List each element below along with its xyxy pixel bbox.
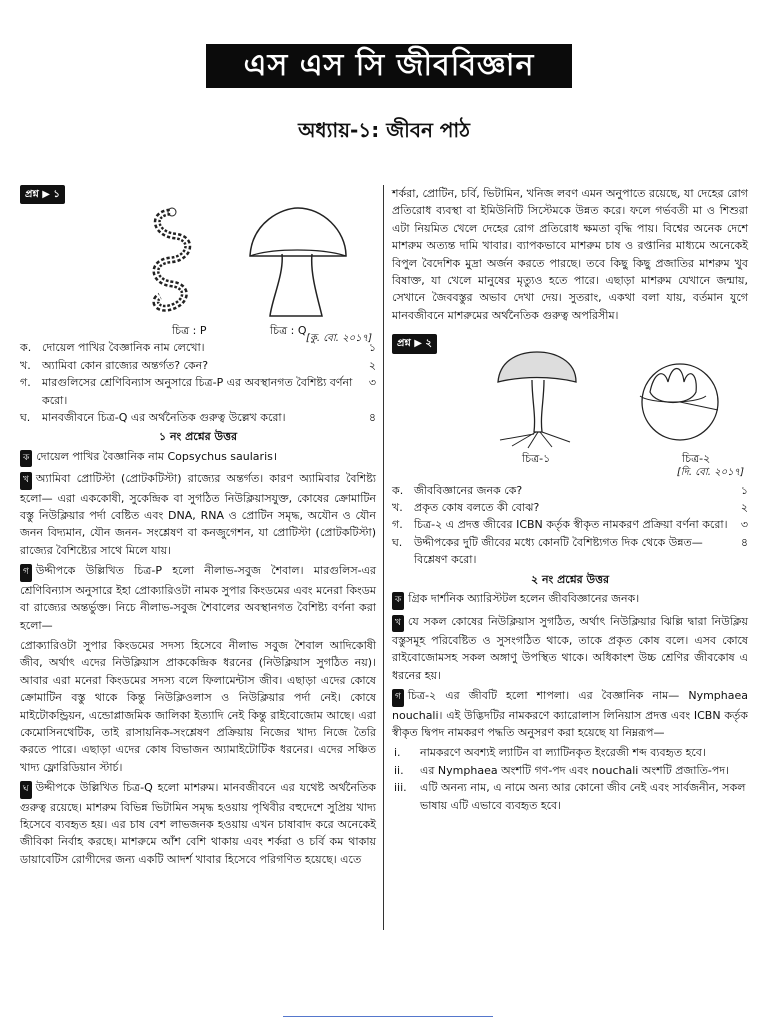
question-text: অ্যামিবা কোন রাজ্যের অন্তর্গত? কেন? xyxy=(42,358,209,372)
question-label: খ. xyxy=(392,501,403,515)
footer-rule xyxy=(283,1016,493,1017)
question-text: দোয়েল পাখির বৈজ্ঞানিক নাম লেখো। xyxy=(42,341,205,355)
question-text: উদ্দীপকের দুটি জীবের মধ্যে কোনটি বৈশিষ্ট্যগত দিক থেকে উন্নত— বিশ্লেষণ করো। xyxy=(414,535,703,567)
book-title-banner xyxy=(206,44,572,88)
answer-ka-text: গ্রিক দার্শনিক অ্যারিস্টটল হলেন জীববিজ্ঞানের জনক। xyxy=(408,592,640,606)
question-text: প্রকৃত কোষ বলতে কী বোঝ? xyxy=(414,501,540,515)
rule-text: নামকরণে অবশ্যই ল্যাটিন বা ল্যাটিনকৃত ইংরেজী শব্দ ব্যবহৃত হবে। xyxy=(420,746,706,760)
answer-1-heading: ১ নং প্রশ্নের উত্তর xyxy=(158,430,238,444)
answer-gha-text: উদ্দীপকে উল্লিখিত চিত্র-Q হলো মাশরুম। মানবজীবনে এর যথেষ্ট অর্থনৈতিক গুরুত্ব রয়েছে। মাশরুম বিভিন্ন ভিটামিন সমৃদ্ধ হওয়ায় পৃথিবীর বহুদেশে সুপ্রিয় খাদ্য হিসেবে ব্যবহৃত হয়। এর চাষ বেশ লাভজনক হওয়ায় এখন চাষাবাদ করে অনেকেই জীবিকা নির্বাহ করছে। মাশরুমে আঁশ বেশি থাকায় এবং শর্করা ও চর্বি কম থাকায় ডায়াবেটিস রোগীদের জন্য একটি আদর্শ খাবার হিসেবে পরিগণিত হয়েছে। এতে xyxy=(20,781,376,866)
answer-ga-text: উদ্দীপকে উল্লিখিত চিত্র-P হলো নীলাভ-সবুজ শৈবাল। মারগুলিস-এর শ্রেণিবিন্যাস অনুসারে ইহা প্রোক্যারিওটা নামক সুপার কিংডমের এবং মনেরা কিংডম বা রাজ্যের অন্তর্ভুক্ত। নিচে নীলাভ-সবুজ শৈবালের অবস্থানগত বৈশিষ্ট্য বর্ণনা করা হলো— xyxy=(20,564,376,632)
mushroom-with-roots-figure xyxy=(492,350,582,450)
question-mark: ৩ xyxy=(740,518,748,532)
question-item xyxy=(20,374,376,409)
answer-kha-text: যে সকল কোষের নিউক্লিয়াস সুগঠিত, অর্থাৎ নিউক্লিয়ার ঝিল্লি দ্বারা নিউক্লিয় বস্তুসমূহ পরিবেষ্টিত ও সুসংগঠিত থাকে, তাকে প্রকৃত কোষ বলে। এসব কোষে রাইবোজোমসহ সকল অঙ্গাণু উপস্থিত থাকে। অধিকাংশ উচ্চ শ্রেণির জীবকোষ এ ধরনের হয়। xyxy=(392,614,748,682)
figure-q-label: চিত্র : Q xyxy=(270,324,307,338)
question-mark: ২ xyxy=(740,501,748,515)
figure-p-label: চিত্র : P xyxy=(172,324,207,338)
question-mark: ৪ xyxy=(740,535,748,549)
question-text: মানবজীবনে চিত্র-Q এর অর্থনৈতিক গুরুত্ব উল্লেখ করো। xyxy=(42,411,286,425)
question-item xyxy=(20,357,376,374)
answer-kha xyxy=(392,613,748,685)
answer-key-badge: ক xyxy=(20,450,32,467)
question-2-citation: [দি. বো. ২০১৭] xyxy=(676,466,744,478)
rule-text: এর Nymphaea অংশটি গণ-পদ এবং nouchali অংশটি প্রজাতি-পদ। xyxy=(420,763,730,777)
rule-number: i. xyxy=(394,746,401,760)
question-item xyxy=(392,482,748,499)
right-column xyxy=(392,185,748,814)
answer-ka xyxy=(20,448,376,467)
naming-rule-item xyxy=(394,779,748,814)
answer-key-badge: খ xyxy=(20,472,32,489)
question-text: জীববিজ্ঞানের জনক কে? xyxy=(414,483,523,497)
figure-2-label: চিত্র-২ xyxy=(682,451,711,465)
answer-ka-text: দোয়েল পাখির বৈজ্ঞানিক নাম Copsychus saularis। xyxy=(36,449,278,463)
question-1-tag: প্রশ্ন ▶ ১ xyxy=(20,185,65,204)
answer-gha xyxy=(20,779,376,868)
question-mark: ২ xyxy=(368,358,376,372)
question-mark: ৩ xyxy=(368,376,376,390)
question-1-citation: [কু. বো. ২০১৭] xyxy=(305,333,372,345)
question-2-tag: প্রশ্ন ▶ ২ xyxy=(392,334,437,353)
answer-ga-continued: প্রোক্যারিওটা সুপার কিংডমের সদস্য হিসেবে নীলাভ সবুজ শৈবাল আদিকোষী জীব, অর্থাৎ এদের নিউক্লিয়াস প্রাককেন্দ্রিক ধরনের (নিউক্লিয়াস সুগঠিত নয়)। আবার এরা মনেরা কিংডমের সদস্য বলে ফিলামেন্টাস জীব। এছাড়া এদের কোষে ক্রোমাটিন বস্তু থাকে কিন্তু নিউক্লিওলাস ও নিউক্লিয়ার পর্দা নেই। কোষে মাইটোকন্ড্রিয়ন, এন্ডোপ্লাজমিক জালিকা ইত্যাদি নেই কিন্তু রাইবোজোম আছে। এরা কেমোসিনথেটিক, তাই রাসায়নিক-সংশ্লেষণ প্রক্রিয়ায় নিজের খাদ্য নিজে তৈরি করতে পারে। এছাড়া এদের কোষ বিভাজন অ্যামাইটোটিক ধরনের। এদের সঞ্চিত খাদ্য ফ্লোরিডিয়ান স্টার্চ। xyxy=(20,638,376,774)
question-2-figures xyxy=(392,354,748,482)
question-text: মারগুলিসের শ্রেণিবিন্যাস অনুসারে চিত্র-P এর অবস্থানগত বৈশিষ্ট্য বর্ণনা করো। xyxy=(42,376,353,407)
question-mark: ১ xyxy=(740,483,748,497)
water-lily-figure xyxy=(620,352,730,452)
answer-gha-continued: শর্করা, প্রোটিন, চর্বি, ভিটামিন, খনিজ লবণ এমন অনুপাতে রয়েছে, যা দেহের রোগ প্রতিরোধ ব্যবস্থা বা ইমিউনিটি সিস্টেমকে উন্নত করে। ফলে গর্ভবতী মা ও শিশুরা এটা নিয়মিত খেলে দেহের রোগ প্রতিরোধ ক্ষমতা বৃদ্ধি পায়। বিশ্বের অনেক দেশে মাশরুম অত্যন্ত দামি খাবার। ব্যাপকভাবে মাশরুম চাষ ও রপ্তানির মাধ্যমে অনেকেই বিপুল বৈদেশিক মুদ্রা অর্জন করতে পারছে। তবে কিছু কিছু প্রজাতির মাশরুম খুব বিষাক্ত, যা খেলে মানুষের মৃত্যুও হতে পারে। এছাড়া মাশরুম যেখানে জন্মায়, সেখানে জৈববস্তুর অভাব দেখা দেয়। সুতরাং, একথা বলা যায়, বর্তমান যুগে মানবজীবনে মাশরুমের অর্থনৈতিক গুরুত্ব অপরিসীম। xyxy=(392,187,748,322)
naming-rule-item xyxy=(394,762,748,779)
answer-key-badge: ঘ xyxy=(20,781,32,798)
question-item xyxy=(392,534,748,569)
answer-ga xyxy=(20,562,376,634)
answer-key-badge: গ xyxy=(392,689,404,706)
question-mark: ১ xyxy=(368,341,376,355)
answer-key-badge: খ xyxy=(392,615,404,632)
rule-number: ii. xyxy=(394,763,404,777)
question-mark: ৪ xyxy=(368,411,376,425)
question-label: ঘ. xyxy=(392,535,403,549)
question-1-figures xyxy=(20,204,376,345)
question-item xyxy=(392,516,748,533)
question-label: ঘ. xyxy=(20,411,31,425)
rule-text: এটি অনন্য নাম, এ নামে অন্য আর কোনো জীব নেই এবং সার্বজনীন, সকল ভাষায় এটি এভাবে ব্যবহৃত হবে। xyxy=(420,781,746,812)
answer-2-heading: ২ নং প্রশ্নের উত্তর xyxy=(530,572,610,586)
question-label: গ. xyxy=(392,518,403,532)
answer-kha-text: অ্যামিবা প্রোটিস্টা (প্রোটকটিস্টা) রাজ্যের অন্তর্গত। কারণ অ্যামিবার বৈশিষ্ট্য হলো— এরা এককোষী, সুকেন্দ্রিক বা সুগঠিত নিউক্লিয়াসযুক্ত, কোষের ক্রোমাটিন বস্তু নিউক্লিয়ার পর্দা বেষ্টিত এবং DNA, RNA ও প্রোটিন সমৃদ্ধ, অযৌন ও যৌন জনন বিদ্যমান, যৌন জনন- সংশ্লেষণ বা কনজুগেশন, যা প্রোটিস্টা (প্রোটকটিস্টা) রাজ্যের বৈশিষ্ট্যের সাথে মিলে যায়। xyxy=(20,472,376,557)
question-item xyxy=(392,499,748,516)
mushroom-figure xyxy=(242,204,352,324)
blue-green-algae-figure xyxy=(130,204,220,319)
answer-kha xyxy=(20,470,376,559)
question-label: ক. xyxy=(20,341,32,355)
question-item xyxy=(20,409,376,426)
chapter-title: অধ্যায়-১: জীবন পাঠ xyxy=(298,118,470,142)
left-column xyxy=(20,185,376,871)
answer-ga-text: চিত্র-২ এর জীবটি হলো শাপলা। এর বৈজ্ঞানিক নাম— Nymphaea nouchali। এই উদ্ভিদটির নামকরণে ক্যারোলাস লিনিয়াস প্রদত্ত এবং ICBN কর্তৃক স্বীকৃত দ্বিপদ নামকরণ পদ্ধতি অনুসরণ করা হয়েছে যা নিম্নরূপ— xyxy=(392,689,748,739)
question-label: খ. xyxy=(20,358,31,372)
question-1-list xyxy=(20,339,376,426)
rule-number: iii. xyxy=(394,781,407,795)
figure-1-label: চিত্র-১ xyxy=(522,451,551,465)
question-2-list xyxy=(392,482,748,569)
column-divider xyxy=(383,185,384,930)
book-title: এস এস সি জীববিজ্ঞান xyxy=(243,47,535,83)
naming-rules-list xyxy=(392,744,748,814)
answer-ka xyxy=(392,590,748,609)
question-label: ক. xyxy=(392,483,404,497)
naming-rule-item xyxy=(394,744,748,761)
question-text: চিত্র-২ এ প্রদত্ত জীবের ICBN কর্তৃক স্বীকৃত নামকরণ প্রক্রিয়া বর্ণনা করো। xyxy=(414,518,728,532)
answer-ga xyxy=(392,687,748,741)
answer-key-badge: ক xyxy=(392,592,404,609)
answer-key-badge: গ xyxy=(20,564,32,581)
question-label: গ. xyxy=(20,376,31,390)
